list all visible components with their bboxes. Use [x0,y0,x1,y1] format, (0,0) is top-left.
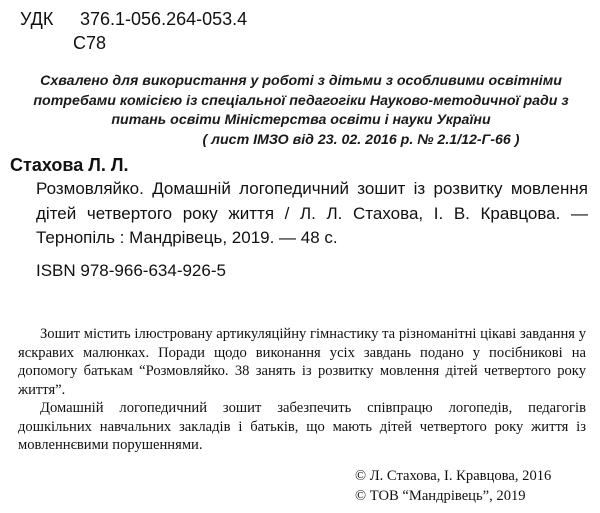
approval-letter: ( лист ІМЗО від 23. 02. 2016 р. № 2.1/12-Г-66 ) [202,131,520,148]
isbn: ISBN 978-966-634-926-5 [36,261,226,280]
author-mark: С78 [73,33,107,53]
copyright-line: © Л. Стахова, І. Кравцова, 2016 [355,468,552,484]
bibliographic-text: Розмовляйко. Домашній логопедичний зошит із розвитку мовлення дітей четвертого року життя / Л. Л. Стахова, І. В. Кравцова. — Тернопіль : Мандрівець, 2019. — 48 с. [36,179,588,247]
annotation-paragraph: Домашній логопедичний зошит забезпечить співпрацю логопедів, педагогів дошкільних навчальних закладів і батьків, що мають дітей четвертого року життя із мовленнєвими порушеннями. [18,400,586,453]
udk-code: 376.1-056.264-053.4 [80,9,248,29]
approval-text: Схвалено для використання у роботі з дітьми з особливими освітніми потребами комісією із спеціальної педагогіки Науково-методичної ради з питань освіти Міністерства освіти і науки України [33,73,569,128]
copyright-block [355,466,587,506]
udk-label: УДК [20,9,54,29]
annotation [18,325,586,455]
udk-line [20,8,247,30]
bibliographic-author: Стахова Л. Л. [10,155,129,175]
bibliographic-description [36,177,588,251]
approval-note [18,72,584,150]
annotation-paragraph: Зошит містить ілюстровану артикуляційну гімнастику та різноманітні цікаві завдання у яскравих малюнках. Поради щодо виконання усіх завдань подано у посібникові на допомогу батькам “Розмовляйко. 38 занять із розвитку мовлення дітей четвертого року життя”. [18,326,586,398]
copyright-line: © ТОВ “Мандрівець”, 2019 [355,488,526,504]
